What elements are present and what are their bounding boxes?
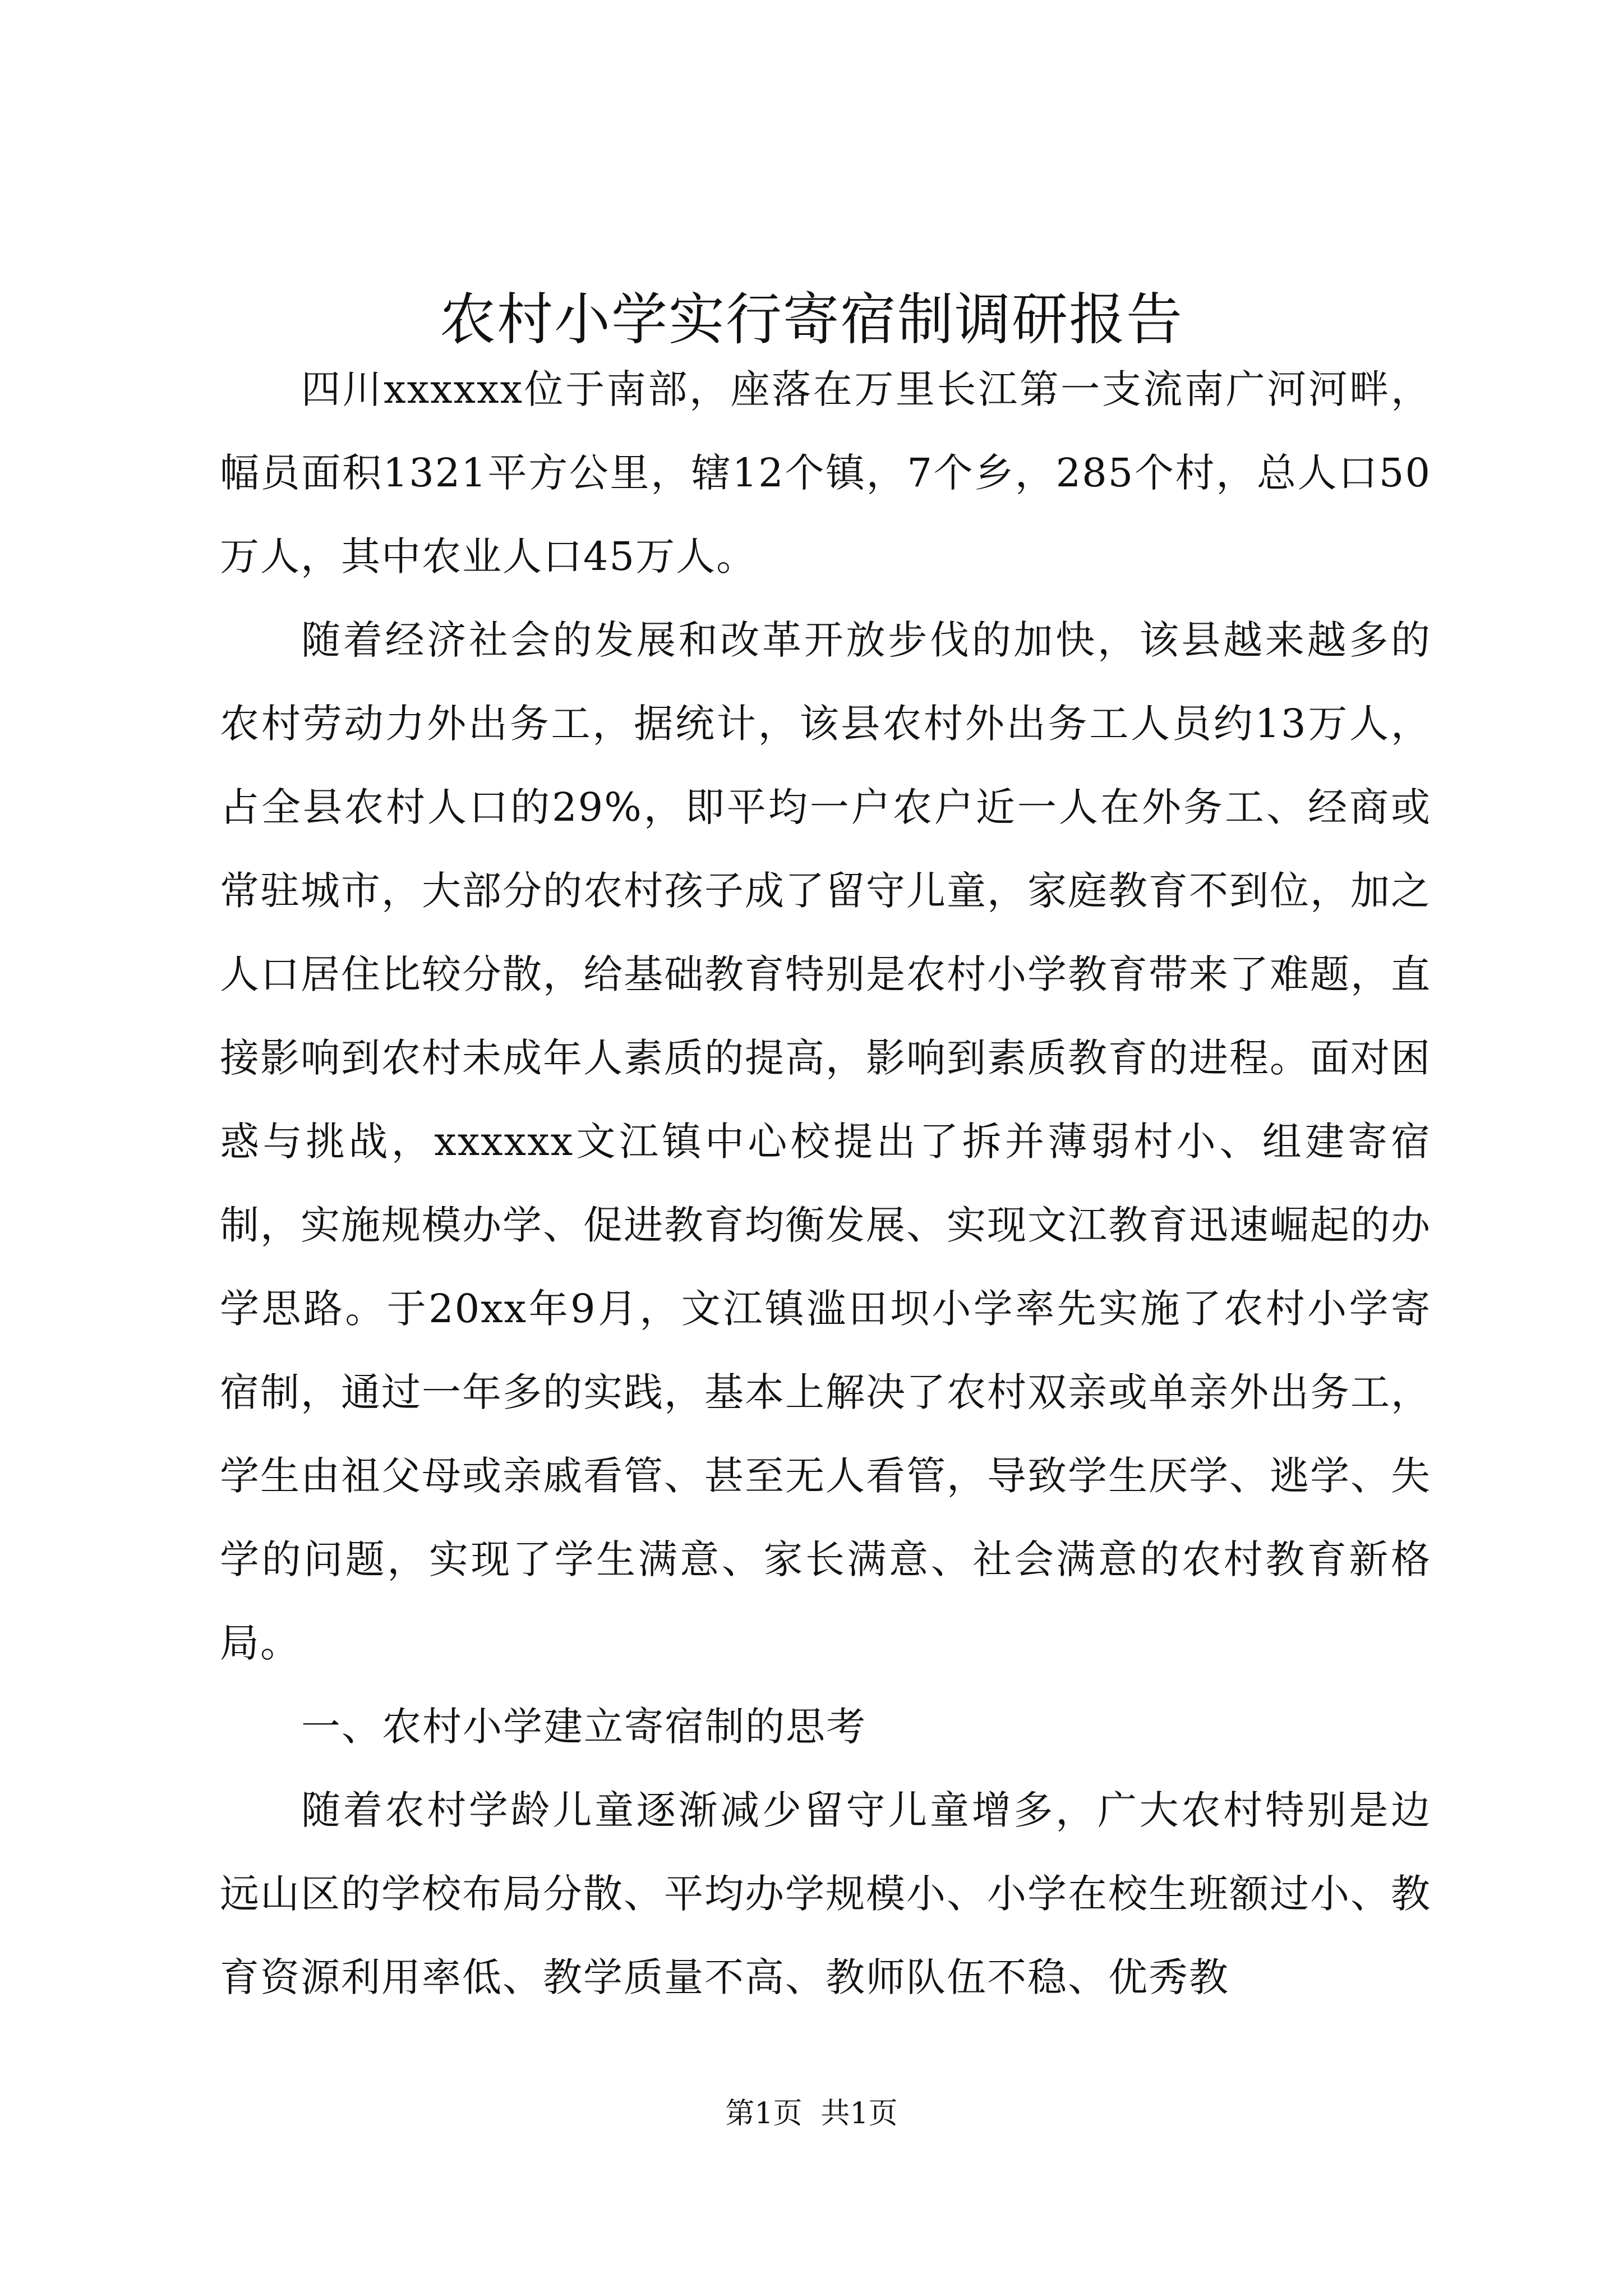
page-number-label: 第1页 共1页 — [725, 2097, 898, 2131]
page-footer — [0, 2091, 1623, 2136]
document-title: 农村小学实行寄宿制调研报告 — [440, 287, 1183, 352]
document-body — [220, 348, 1431, 2019]
paragraph-intro: 四川xxxxxx位于南部，座落在万里长江第一支流南广河河畔，幅员面积1321平方公里，辖12个镇，7个乡，285个村，总人口50万人，其中农业人口45万人。 — [220, 366, 1431, 579]
paragraph-background: 随着经济社会的发展和改革开放步伐的加快，该县越来越多的农村劳动力外出务工，据统计，该县农村外出务工人员约13万人，占全县农村人口的29%，即平均一户农户近一人在外务工、经商或常驻城市，大部分的农村孩子成了留守儿童，家庭教育不到位，加之人口居住比较分散，给基础教育特别是农村小学教育带来了难题，直接影响到农村未成年人素质的提高，影响到素质教育的进程。面对困惑与挑战，xxxxxx文江镇中心校提出了拆并薄弱村小、组建寄宿制，实施规模办学、促进教育均衡发展、实现文江教育迅速崛起的办学思路。于20xx年9月，文江镇滥田坝小学率先实施了农村小学寄宿制，通过一年多的实践，基本上解决了农村双亲或单亲外出务工，学生由祖父母或亲戚看管、甚至无人看管，导致学生厌学、逃学、失学的问题，实现了学生满意、家长满意、社会满意的农村教育新格局。 — [220, 617, 1431, 1666]
section-heading: 一、农村小学建立寄宿制的思考 — [301, 1704, 866, 1750]
paragraph-section-1: 随着农村学龄儿童逐渐减少留守儿童增多，广大农村特别是边远山区的学校布局分散、平均办学规模小、小学在校生班额过小、教育资源利用率低、教学质量不高、教师队伍不稳、优秀教 — [220, 1787, 1431, 2000]
